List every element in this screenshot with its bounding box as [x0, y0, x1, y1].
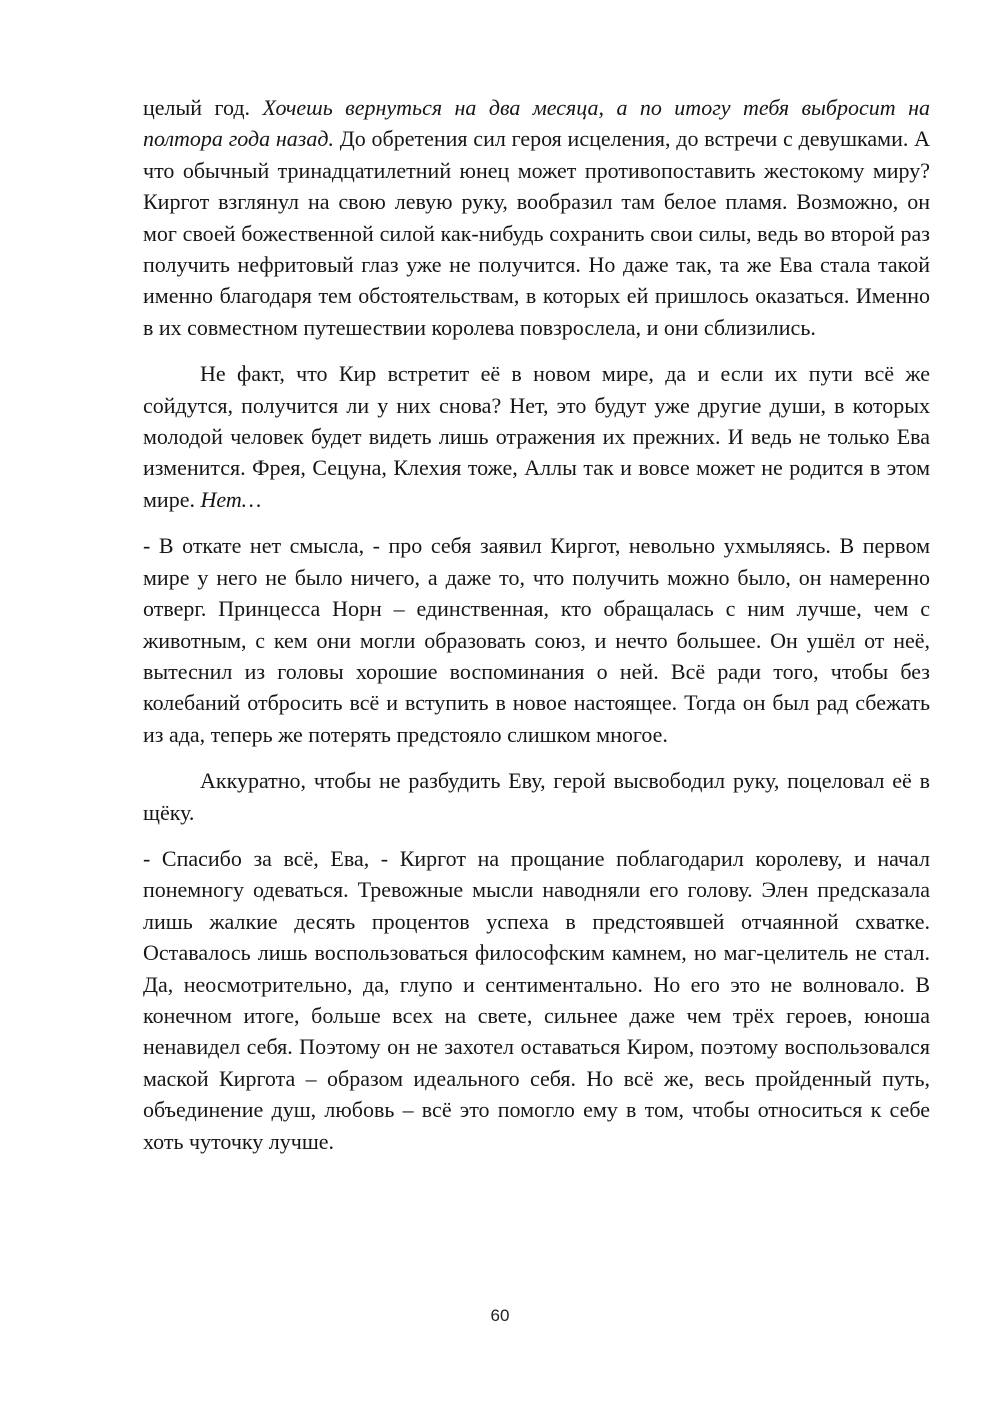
text-segment-italic: Хочешь вернуться на два месяца, а по итогу тебя выбросит на полтора года назад. — [143, 95, 930, 152]
paragraph — [143, 530, 930, 750]
text-segment: - В откате нет смысла, - про себя заявил Киргот, невольно ухмыляясь. В первом мире у него не было ничего, а даже то, что получить можно было, он намеренно отверг. Принцесса Норн – единственная, кто обращалась с ним лучше, чем с животным, с кем они могли образовать союз, и нечто большее. Он ушёл от неё, вытеснил из головы хорошие воспоминания о ней. Всё ради того, чтобы без колебаний отбросить всё и вступить в новое настоящее. Тогда он был рад сбежать из ада, теперь же потерять предстояло слишком многое. — [143, 533, 930, 747]
paragraph — [143, 765, 930, 828]
page-number: 60 — [490, 1306, 510, 1325]
text-segment: целый год. — [143, 95, 263, 120]
text-segment: До обретения сил героя исцеления, до встречи с девушками. А что обычный тринадцатилетний юнец может противопоставить жестокому миру? Киргот взглянул на свою левую руку, вообразил там белое пламя. Возможно, он мог своей божественной силой как-нибудь сохранить свои силы, ведь во второй раз получить нефритовый глаз уже не получится. Но даже так, та же Ева стала такой именно благодаря тем обстоятельствам, в которых ей пришлось оказаться. Именно в их совместном путешествии королева повзрослела, и они сблизились. — [143, 126, 930, 340]
paragraph — [143, 92, 930, 343]
text-segment: Не факт, что Кир встретит её в новом мире, да и если их пути всё же сойдутся, получится ли у них снова? Нет, это будут уже другие души, в которых молодой человек будет видеть лишь отражения их прежних. И ведь не только Ева изменится. Фрея, Сецуна, Клехия тоже, Аллы так и вовсе может не родится в этом мире. — [143, 361, 930, 512]
text-segment-italic: Нет… — [200, 486, 262, 512]
text-segment: Аккуратно, чтобы не разбудить Еву, герой высвободил руку, поцеловал её в щёку. — [143, 768, 930, 825]
paragraph — [143, 843, 930, 1157]
paragraph — [143, 358, 930, 515]
page-text — [143, 92, 930, 1172]
text-segment: - Спасибо за всё, Ева, - Киргот на прощание поблагодарил королеву, и начал понемногу одеваться. Тревожные мысли наводняли его голову. Элен предсказала лишь жалкие десять процентов успеха в предстоявшей отчаянной схватке. Оставалось лишь воспользоваться философским камнем, но маг-целитель не стал. Да, неосмотрительно, да, глупо и сентиментально. Но его это не волновало. В конечном итоге, больше всех на свете, сильнее даже чем трёх героев, юноша ненавидел себя. Поэтому он не захотел оставаться Киром, поэтому воспользовался маской Киргота – образом идеального себя. Но всё же, весь пройденный путь, объединение душ, любовь – всё это помогло ему в том, чтобы относиться к себе хоть чуточку лучше. — [143, 845, 930, 1154]
